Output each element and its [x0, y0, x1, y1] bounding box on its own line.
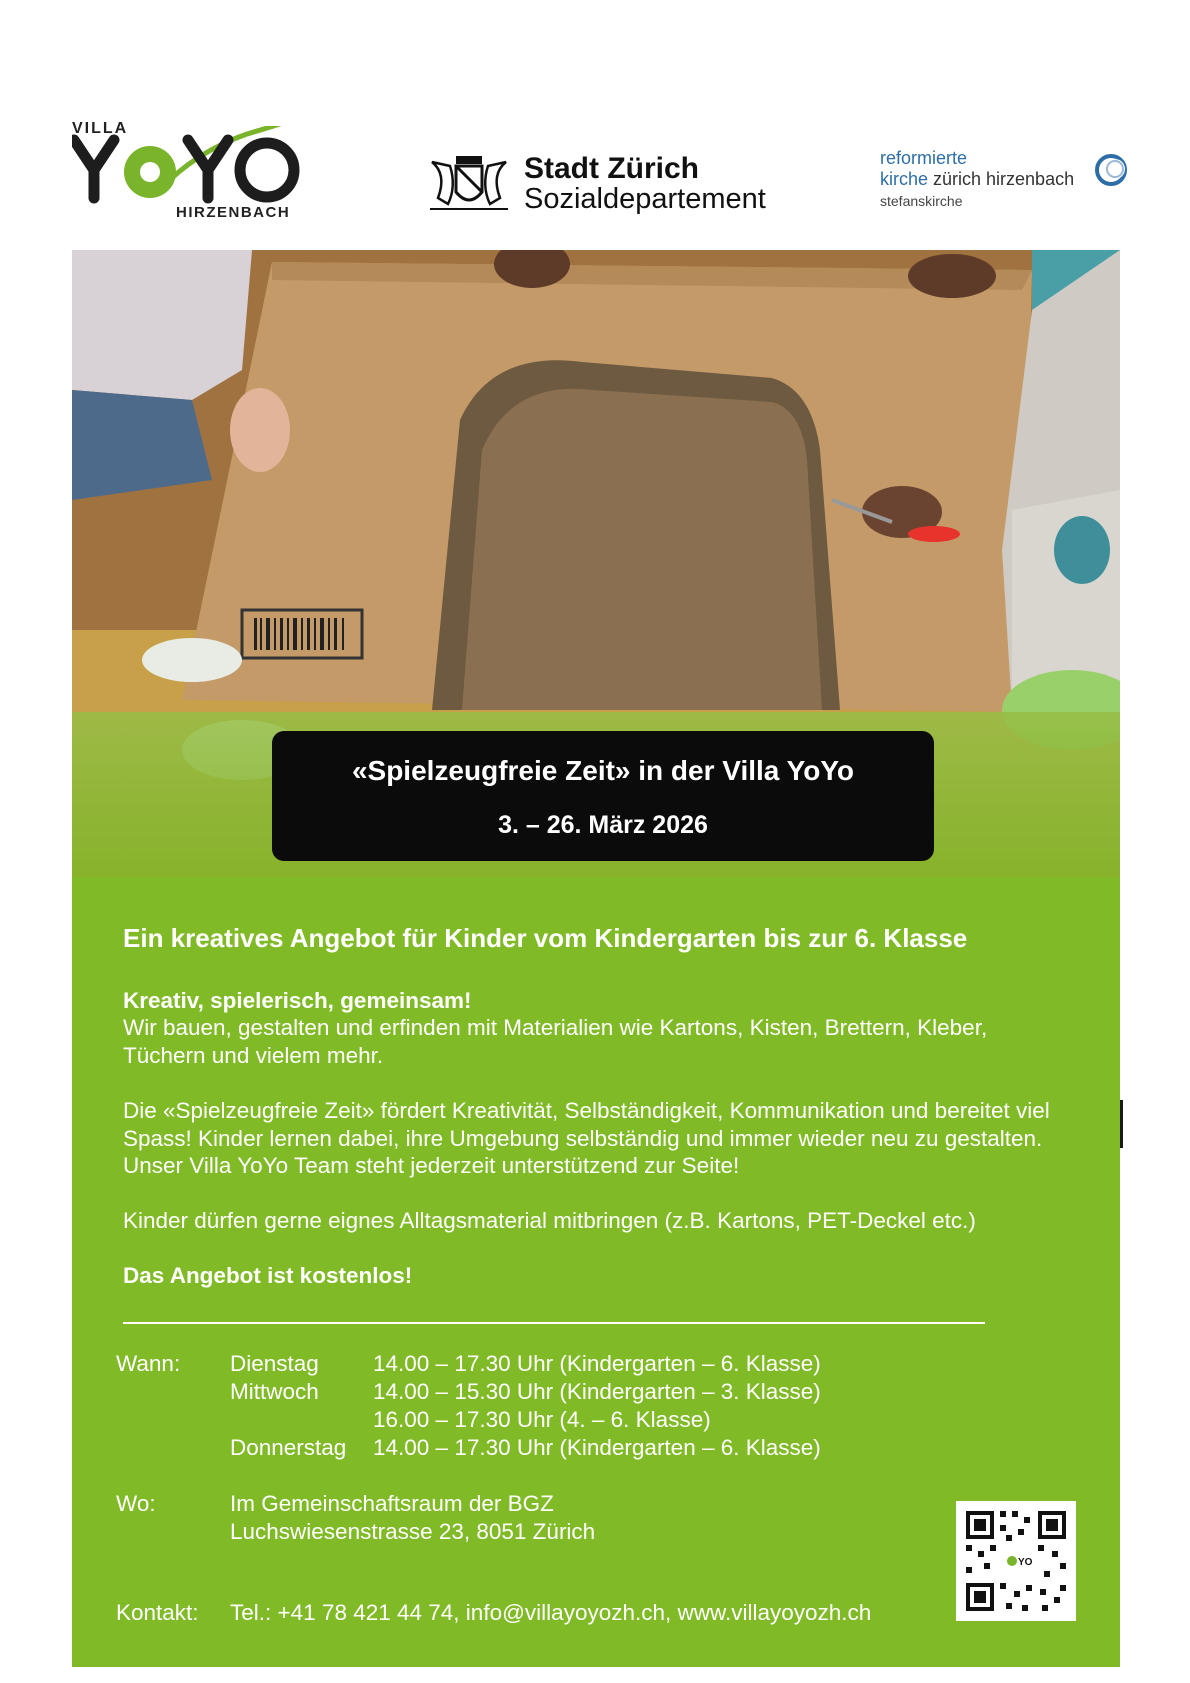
location-line2: Luchswiesenstrasse 23, 8051 Zürich [230, 1519, 596, 1544]
edge-mark [1120, 1100, 1123, 1148]
paragraph-materials: Wir bauen, gestalten und erfinden mit Materialien wie Kartons, Kisten, Brettern, Kleber, Tüchern und vielem mehr. [123, 1015, 988, 1068]
ref-line1: reformierte [880, 148, 968, 168]
stadt-zuerich-name: Stadt Zürich [524, 152, 700, 185]
sozialdepartement-name: Sozialdepartement [524, 183, 766, 215]
reformierte-kirche-logo [880, 148, 1130, 218]
ref-location: zürich hirzenbach [928, 169, 1075, 189]
location-line1: Im Gemeinschaftsraum der BGZ [230, 1491, 554, 1516]
wo-label: Wo: [116, 1491, 156, 1516]
event-title: «Spielzeugfreie Zeit» in der Villa YoYo [351, 755, 855, 786]
time-tuesday: 14.00 – 17.30 Uhr (Kindergarten – 6. Klasse) [373, 1351, 821, 1376]
logo-hirzenbach-text: HIRZENBACH [176, 204, 291, 221]
yoyo-wordmark [72, 126, 304, 216]
time-thursday: 14.00 – 17.30 Uhr (Kindergarten – 6. Klasse) [373, 1435, 821, 1460]
day-tuesday: Dienstag [230, 1351, 319, 1376]
free-offer-note: Das Angebot ist kostenlos! [123, 1263, 413, 1288]
qr-code[interactable] [956, 1501, 1076, 1621]
offer-heading: Ein kreatives Angebot für Kinder vom Kindergarten bis zur 6. Klasse [123, 923, 968, 953]
time-wednesday-1: 14.00 – 15.30 Uhr (Kindergarten – 3. Klasse) [373, 1379, 821, 1404]
event-date: 3. – 26. März 2026 [498, 811, 708, 839]
church-ring-icon [1092, 152, 1128, 188]
day-thursday: Donnerstag [230, 1435, 347, 1460]
contact-details: Tel.: +41 78 421 44 74, info@villayoyozh.ch, www.villayoyozh.ch [230, 1600, 872, 1625]
kontakt-label: Kontakt: [116, 1600, 199, 1625]
time-wednesday-2: 16.00 – 17.30 Uhr (4. – 6. Klasse) [373, 1407, 711, 1432]
ref-kirche: kirche [880, 169, 929, 189]
wann-label: Wann: [116, 1351, 181, 1376]
stadt-zuerich-logo [428, 152, 788, 216]
svg-text:YO: YO [1018, 1557, 1033, 1568]
day-wednesday: Mittwoch [230, 1379, 319, 1404]
info-panel [72, 877, 1120, 1667]
divider [123, 1322, 985, 1324]
ref-line3: stefanskirche [880, 193, 963, 209]
ref-line2 [880, 169, 1074, 190]
tagline: Kreativ, spielerisch, gemeinsam! [123, 988, 472, 1013]
villa-yoyo-logo [72, 68, 304, 226]
event-title-box [272, 731, 934, 861]
logo-villa-text: VILLA [72, 120, 129, 137]
paragraph-bring-material: Kinder dürfen gerne eignes Alltagsmaterial mitbringen (z.B. Kartons, PET-Deckel etc.) [123, 1208, 976, 1233]
zurich-coat-of-arms-icon [428, 152, 510, 212]
paragraph-benefits: Die «Spielzeugfreie Zeit» fördert Kreativität, Selbständigkeit, Kommunikation und bereitet viel Spass! Kinder lernen dabei, ihre Umgebung selbständig und immer wieder neu zu gestalten. Unser Villa YoYo Team steht jederzeit unterstützend zur Seite! [123, 1098, 1050, 1178]
